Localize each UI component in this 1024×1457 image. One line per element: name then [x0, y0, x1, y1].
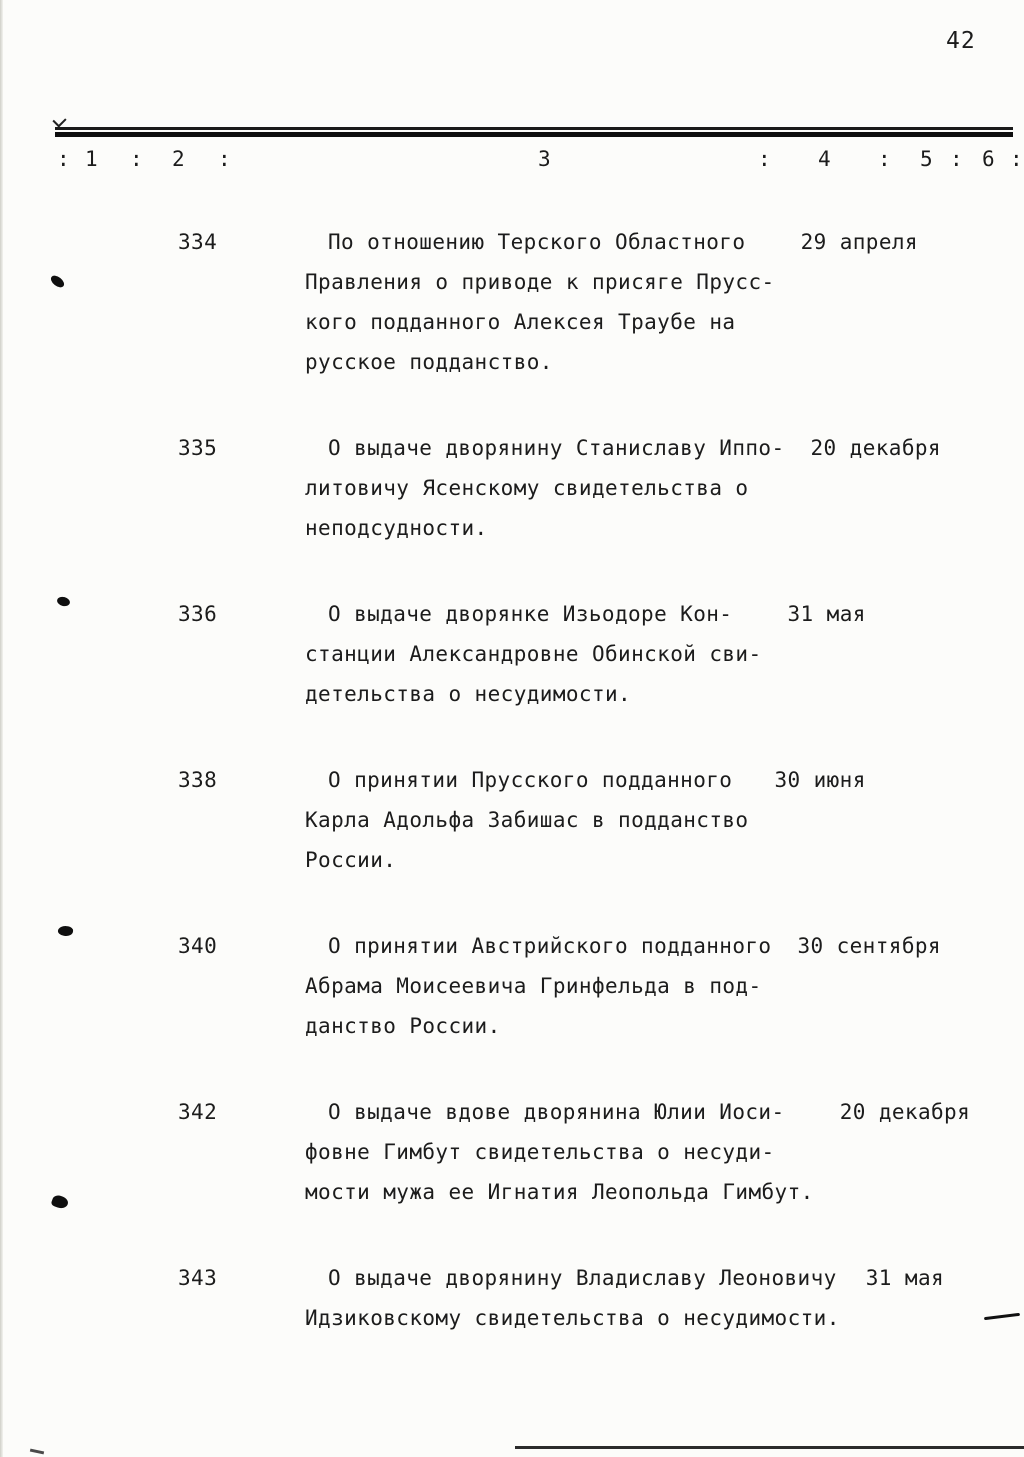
- column-separator: :: [57, 147, 70, 171]
- entry-text: [305, 222, 775, 382]
- entry-line: Карла Адольфа Забишас в подданство: [305, 808, 749, 832]
- entry-line: мости мужа ее Игнатия Леопольда Гимбут.: [305, 1180, 814, 1204]
- entry-date: 31 мая: [865, 1266, 945, 1290]
- scan-speck: [30, 1449, 44, 1455]
- column-separator: :: [878, 147, 891, 171]
- entry-line: литовичу Ясенскому свидетельства о: [305, 476, 749, 500]
- entry-text: [305, 760, 748, 880]
- column-separator: :: [1010, 147, 1023, 171]
- register-entry: [0, 1092, 1024, 1212]
- entry-date: 31 мая: [787, 602, 866, 626]
- register-entry: [0, 760, 1024, 880]
- entry-number: 342: [178, 1100, 218, 1124]
- entry-date: 20 декабря: [839, 1100, 971, 1124]
- column-number-4: 4: [818, 147, 831, 171]
- entry-line: кого подданного Алексея Траубе на: [305, 310, 736, 334]
- register-entry: [0, 222, 1024, 382]
- register-entries-list: [0, 222, 1024, 1384]
- entry-date: 29 апреля: [800, 230, 918, 254]
- column-number-2: 2: [172, 147, 185, 171]
- entry-line: О принятии Прусского подданного: [328, 768, 733, 792]
- entry-number: 343: [178, 1266, 218, 1290]
- entry-date: 20 декабря: [810, 436, 941, 460]
- entry-text: [305, 1258, 840, 1338]
- entry-line: русское подданство.: [305, 350, 553, 374]
- entry-number: 336: [178, 602, 218, 626]
- entry-line: Правления о приводе к присяге Прусс-: [305, 270, 775, 294]
- column-number-6: 6: [982, 147, 995, 171]
- entry-line: России.: [305, 848, 397, 872]
- handwritten-check-mark: [52, 113, 66, 127]
- entry-line: Идзиковскому свидетельства о несудимости.: [305, 1306, 840, 1330]
- scan-bottom-edge-line: [515, 1446, 1024, 1449]
- register-entry: [0, 428, 1024, 548]
- column-header-row: [0, 146, 1024, 174]
- entry-date: 30 июня: [774, 768, 866, 792]
- register-entry: [0, 594, 1024, 714]
- column-number-5: 5: [920, 147, 933, 171]
- entry-line: О выдаче вдове дворянина Юлии Иоси-: [328, 1100, 785, 1124]
- register-entry: [0, 1258, 1024, 1338]
- column-separator: :: [950, 147, 963, 171]
- entry-text: [305, 1092, 814, 1212]
- entry-number: 335: [178, 436, 218, 460]
- column-separator: :: [218, 147, 231, 171]
- entry-line: Абрама Моисеевича Гринфельда в под-: [305, 974, 762, 998]
- entry-text: [305, 594, 762, 714]
- entry-line: О принятии Австрийского подданного: [328, 934, 772, 958]
- register-entry: [0, 926, 1024, 1046]
- entry-line: станции Александровне Обинской сви-: [305, 642, 762, 666]
- entry-line: О выдаче дворянке Изьодоре Кон-: [328, 602, 733, 626]
- page-number: 42: [946, 28, 976, 54]
- column-number-1: 1: [85, 147, 98, 171]
- entry-text: [305, 428, 785, 548]
- entry-line: О выдаче дворянину Станиславу Иппо-: [328, 436, 785, 460]
- entry-text: [305, 926, 771, 1046]
- entry-line: детельства о несудимости.: [305, 682, 632, 706]
- table-header-rule: [55, 127, 1013, 137]
- column-number-3: 3: [538, 147, 551, 171]
- column-separator: :: [130, 147, 143, 171]
- entry-number: 334: [178, 230, 218, 254]
- entry-line: По отношению Терского Областного: [328, 230, 746, 254]
- entry-line: фовне Гимбут свидетельства о несуди-: [305, 1140, 775, 1164]
- entry-line: О выдаче дворянину Владиславу Леоновичу: [328, 1266, 837, 1290]
- entry-line: данство России.: [305, 1014, 501, 1038]
- entry-date: 30 сентября: [797, 934, 941, 958]
- entry-line: неподсудности.: [305, 516, 488, 540]
- column-separator: :: [758, 147, 771, 171]
- rule-thick-line: [55, 132, 1013, 137]
- entry-number: 340: [178, 934, 218, 958]
- entry-number: 338: [178, 768, 218, 792]
